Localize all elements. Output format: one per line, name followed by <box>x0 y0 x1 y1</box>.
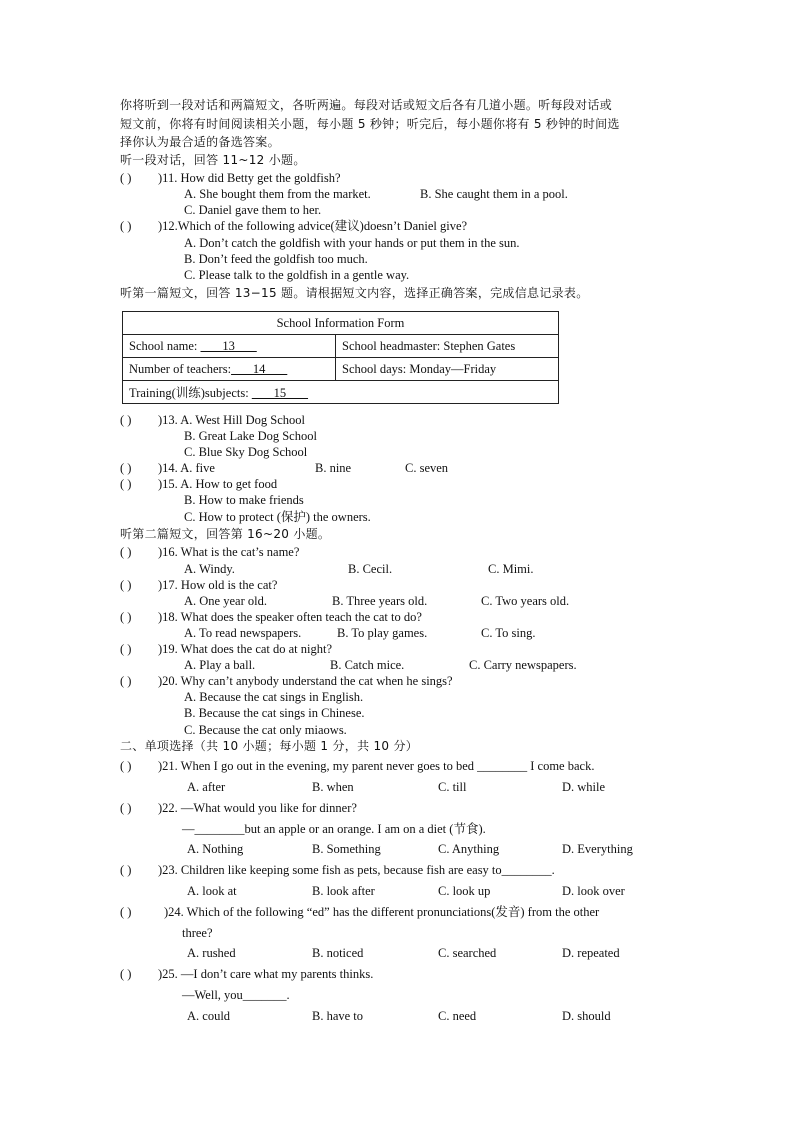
q12-stem: )12.Which of the following advice(建议)doesn’t Daniel give? <box>158 219 468 233</box>
q25-option-c: C. need <box>438 1009 477 1023</box>
q23-option-b: B. look after <box>312 884 375 898</box>
q22-stem-line-2: —________but an apple or an orange. I am on a diet (节食). <box>182 822 486 836</box>
q19-option-b: B. Catch mice. <box>330 658 405 672</box>
answer-blank-17[interactable]: ( ) <box>120 578 132 592</box>
form-blank-14[interactable]: 14 <box>231 361 288 376</box>
q11-option-a: A. She bought them from the market. <box>184 187 371 201</box>
q23-stem: )23. Children like keeping some fish as pets, because fish are easy to________. <box>158 863 555 877</box>
q14-option-b: B. nine <box>315 461 352 475</box>
q17-option-c: C. Two years old. <box>481 594 570 608</box>
q24-option-c: C. searched <box>438 946 497 960</box>
q18-option-a: A. To read newspapers. <box>184 626 302 640</box>
answer-blank-16[interactable]: ( ) <box>120 545 132 559</box>
q11-option-c: C. Daniel gave them to her. <box>184 203 322 217</box>
answer-blank-11[interactable]: ( ) <box>120 171 132 185</box>
school-information-form <box>122 311 559 404</box>
q21-option-b: B. when <box>312 780 354 794</box>
q17-option-a: A. One year old. <box>184 594 267 608</box>
q25-option-b: B. have to <box>312 1009 364 1023</box>
answer-blank-23[interactable]: ( ) <box>120 863 132 877</box>
q20-option-a: A. Because the cat sings in English. <box>184 690 364 704</box>
q11-stem: )11. How did Betty get the goldfish? <box>158 171 341 185</box>
q24-stem-line-2: three? <box>182 926 213 940</box>
intro-line-1: 你将听到一段对话和两篇短文，各听两遍。每段对话或短文后各有几道小题。听每段对话或 <box>120 98 613 112</box>
q25-option-a: A. could <box>187 1009 231 1023</box>
intro-line-2: 短文前，你将有时间阅读相关小题，每小题 5 秒钟；听完后，每小题你将有 5 秒钟的时间选 <box>120 117 620 131</box>
q18-option-b: B. To play games. <box>337 626 428 640</box>
q18-stem: )18. What does the speaker often teach the cat to do? <box>158 610 422 624</box>
form-blank-13[interactable]: 13 <box>200 338 257 353</box>
q16-option-b: B. Cecil. <box>348 562 393 576</box>
form-school-name-label: School name: <box>129 338 201 353</box>
q14-option-c: C. seven <box>405 461 449 475</box>
q22-option-c: C. Anything <box>438 842 500 856</box>
answer-blank-19[interactable]: ( ) <box>120 642 132 656</box>
q25-option-d: D. should <box>562 1009 611 1023</box>
q24-option-b: B. noticed <box>312 946 364 960</box>
q24-stem: )24. Which of the following “ed” has the different pronunciations(发音) from the other <box>164 905 600 919</box>
dialog-header: 听一段对话，回答 11~12 小题。 <box>120 153 306 167</box>
q13-option-c: C. Blue Sky Dog School <box>184 445 308 459</box>
q22-option-b: B. Something <box>312 842 381 856</box>
q13-option-b: B. Great Lake Dog School <box>184 429 317 443</box>
answer-blank-13[interactable]: ( ) <box>120 413 132 427</box>
q24-option-a: A. rushed <box>187 946 236 960</box>
q21-option-d: D. while <box>562 780 606 794</box>
q25-stem: )25. —I don’t care what my parents thinks. <box>158 967 374 981</box>
q25-stem-line-2: —Well, you_______. <box>182 988 290 1002</box>
q12-option-c: C. Please talk to the goldfish in a gentle way. <box>184 268 410 282</box>
form-teachers-cell <box>123 358 336 381</box>
q17-option-b: B. Three years old. <box>332 594 428 608</box>
q23-option-a: A. look at <box>187 884 237 898</box>
q22-option-d: D. Everything <box>562 842 633 856</box>
q12-option-b: B. Don’t feed the goldfish too much. <box>184 252 368 266</box>
q13-stem: )13. A. West Hill Dog School <box>158 413 306 427</box>
form-school-days: School days: Monday—Friday <box>336 358 559 381</box>
answer-blank-15[interactable]: ( ) <box>120 477 132 491</box>
answer-blank-21[interactable]: ( ) <box>120 759 132 773</box>
q18-option-c: C. To sing. <box>481 626 536 640</box>
answer-blank-24[interactable]: ( ) <box>120 905 132 919</box>
q15-option-b: B. How to make friends <box>184 493 304 507</box>
q23-option-d: D. look over <box>562 884 625 898</box>
answer-blank-20[interactable]: ( ) <box>120 674 132 688</box>
q16-option-c: C. Mimi. <box>488 562 534 576</box>
q24-option-d: D. repeated <box>562 946 620 960</box>
passage2-header: 听第二篇短文，回答第 16~20 小题。 <box>120 527 331 541</box>
q21-option-a: A. after <box>187 780 226 794</box>
answer-blank-22[interactable]: ( ) <box>120 801 132 815</box>
section2-header: 二、单项选择（共 10 小题；每小题 1 分，共 10 分） <box>120 739 419 753</box>
q21-option-c: C. till <box>438 780 467 794</box>
q22-stem: )22. —What would you like for dinner? <box>158 801 357 815</box>
q23-option-c: C. look up <box>438 884 491 898</box>
q16-option-a: A. Windy. <box>184 562 235 576</box>
q11-option-b: B. She caught them in a pool. <box>420 187 568 201</box>
q12-option-a: A. Don’t catch the goldfish with your hands or put them in the sun. <box>184 236 520 250</box>
q14-stem: )14. A. five <box>158 461 215 475</box>
q19-option-a: A. Play a ball. <box>184 658 256 672</box>
q15-stem: )15. A. How to get food <box>158 477 278 491</box>
q20-option-c: C. Because the cat only miaows. <box>184 723 347 737</box>
form-teachers-label: Number of teachers: <box>129 361 232 376</box>
q16-stem: )16. What is the cat’s name? <box>158 545 300 559</box>
answer-blank-25[interactable]: ( ) <box>120 967 132 981</box>
form-training-cell <box>123 381 559 404</box>
q20-stem: )20. Why can’t anybody understand the cat when he sings? <box>158 674 453 688</box>
q19-stem: )19. What does the cat do at night? <box>158 642 333 656</box>
q21-stem: )21. When I go out in the evening, my parent never goes to bed ________ I come back. <box>158 759 595 773</box>
q19-option-c: C. Carry newspapers. <box>469 658 577 672</box>
q17-stem: )17. How old is the cat? <box>158 578 278 592</box>
form-headmaster: School headmaster: Stephen Gates <box>336 335 559 358</box>
form-school-name-cell <box>123 335 336 358</box>
q22-option-a: A. Nothing <box>187 842 244 856</box>
form-blank-15[interactable]: 15 <box>251 386 309 400</box>
passage1-header: 听第一篇短文，回答 13−15 题。请根据短文内容，选择正确答案，完成信息记录表。 <box>120 286 589 300</box>
q20-option-b: B. Because the cat sings in Chinese. <box>184 706 365 720</box>
answer-blank-12[interactable]: ( ) <box>120 219 132 233</box>
form-title: School Information Form <box>123 312 559 335</box>
answer-blank-18[interactable]: ( ) <box>120 610 132 624</box>
q15-option-c: C. How to protect (保护) the owners. <box>184 510 371 524</box>
form-training-label: Training(训练)subjects: <box>129 386 252 400</box>
answer-blank-14[interactable]: ( ) <box>120 461 132 475</box>
intro-line-3: 择你认为最合适的备选答案。 <box>120 135 280 149</box>
